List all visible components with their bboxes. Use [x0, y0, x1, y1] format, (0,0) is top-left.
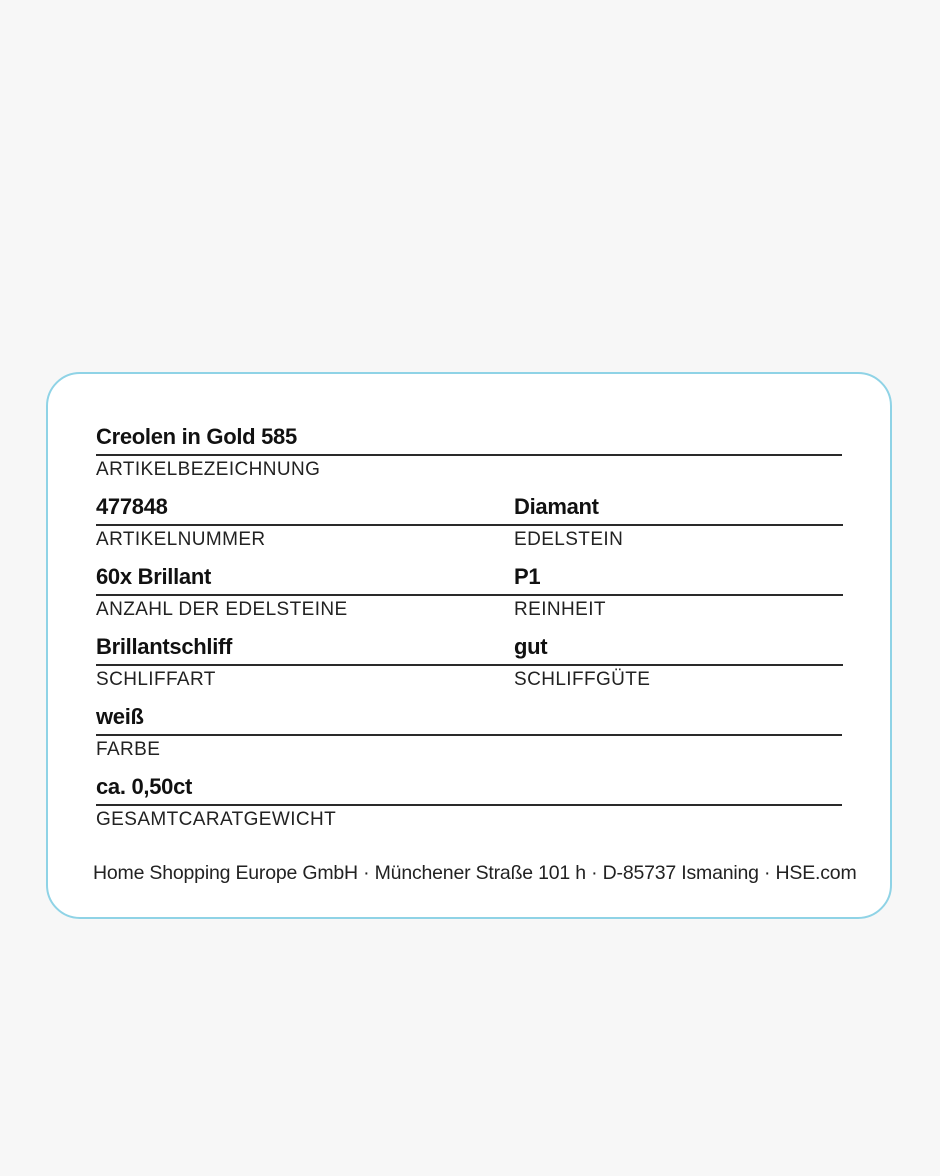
field-farbe: [96, 704, 842, 774]
artikelbezeichnung-value: Creolen in Gold 585: [96, 424, 297, 449]
field-gesamtcaratgewicht: [96, 774, 842, 844]
edelstein-value: Diamant: [514, 494, 599, 519]
field-artikelnummer: [96, 494, 514, 564]
field-reinheit: [514, 564, 843, 634]
farbe-value: weiß: [96, 704, 144, 729]
gesamtcaratgewicht-label: GESAMTCARATGEWICHT: [96, 809, 337, 830]
artikelnummer-value: 477848: [96, 494, 168, 519]
gesamtcaratgewicht-value: ca. 0,50ct: [96, 774, 193, 799]
schliffart-value: Brillantschliff: [96, 634, 233, 659]
field-anzahl-der-edelsteine: [96, 564, 514, 634]
divider: [96, 524, 514, 526]
field-edelstein: [514, 494, 843, 564]
divider: [96, 594, 514, 596]
field-artikelbezeichnung: [96, 424, 842, 494]
schliffguete-label: SCHLIFFGÜTE: [514, 669, 651, 690]
divider: [96, 734, 842, 736]
reinheit-label: REINHEIT: [514, 599, 606, 620]
schliffguete-value: gut: [514, 634, 548, 659]
artikelbezeichnung-label: ARTIKELBEZEICHNUNG: [96, 459, 321, 480]
reinheit-value: P1: [514, 564, 541, 589]
divider: [514, 524, 843, 526]
field-schliffguete: [514, 634, 843, 704]
company-footer: Home Shopping Europe GmbH · Münchener Straße 101 h · D-85737 Ismaning · HSE.com: [93, 862, 857, 884]
divider: [96, 804, 842, 806]
divider: [96, 664, 514, 666]
field-schliffart: [96, 634, 514, 704]
anzahl-value: 60x Brillant: [96, 564, 212, 589]
divider: [96, 454, 842, 456]
divider: [514, 594, 843, 596]
anzahl-label: ANZAHL DER EDELSTEINE: [96, 599, 348, 620]
divider: [514, 664, 843, 666]
artikelnummer-label: ARTIKELNUMMER: [96, 529, 266, 550]
edelstein-label: EDELSTEIN: [514, 529, 624, 550]
farbe-label: FARBE: [96, 739, 161, 760]
schliffart-label: SCHLIFFART: [96, 669, 216, 690]
